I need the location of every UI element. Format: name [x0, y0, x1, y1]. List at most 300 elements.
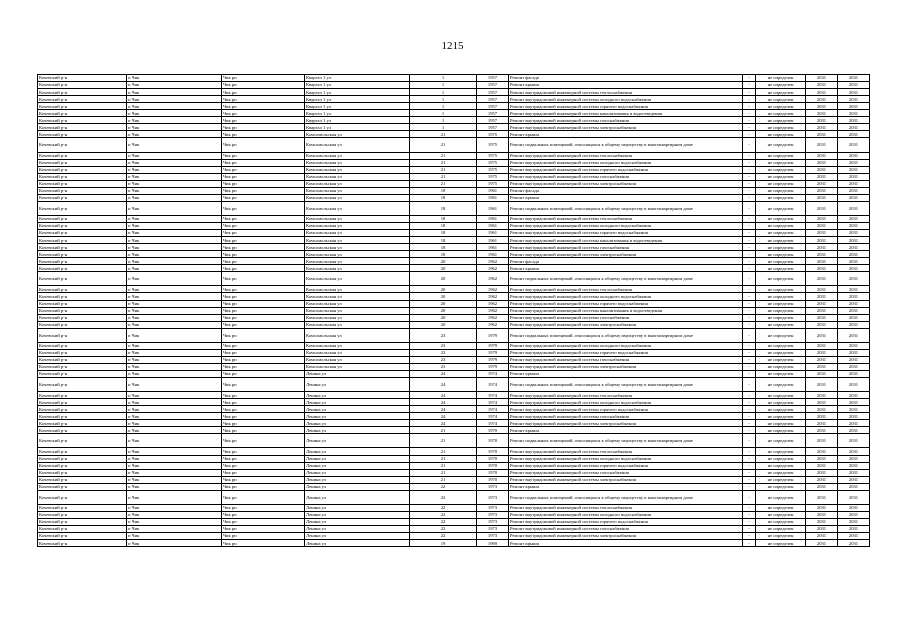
- table-row: [38, 159, 870, 166]
- cell-year: 1979: [477, 349, 509, 356]
- cell-municipality: Чик рп: [222, 173, 305, 180]
- cell-term: не определен: [756, 222, 806, 229]
- cell-house: 21: [410, 159, 477, 166]
- cell-house: 24: [410, 370, 477, 377]
- cell-settlement: п Чик: [127, 483, 222, 490]
- cell-term: не определен: [756, 124, 806, 131]
- cell-house: 24: [410, 420, 477, 427]
- cell-house: 20: [410, 265, 477, 272]
- cell-street: Комсомольская ул: [305, 237, 410, 244]
- cell-house: 21: [410, 448, 477, 455]
- cell-district: Кочевский р-н: [38, 518, 127, 525]
- cell-house: 19: [410, 540, 477, 547]
- cell-year-from: 2031: [806, 462, 838, 469]
- cell-municipality: Чик рп: [222, 518, 305, 525]
- table-row: [38, 75, 870, 82]
- cell-work: Ремонт внутридомовой инженерной системы теплоснабжения: [509, 504, 743, 511]
- cell-street: Комсомольская ул: [305, 131, 410, 138]
- cell-year-from: 2031: [806, 265, 838, 272]
- cell-year-from: 2031: [806, 476, 838, 483]
- cell-year-to: 2031: [838, 159, 870, 166]
- cell-street: Ленина ул: [305, 378, 410, 392]
- cell-year-to: 2031: [838, 258, 870, 265]
- cell-dash: -: [743, 75, 756, 82]
- cell-dash: -: [743, 540, 756, 547]
- cell-work: Ремонт внутридомовой инженерной системы горячего водоснабжения: [509, 406, 743, 413]
- cell-district: Кочевский р-н: [38, 230, 127, 237]
- cell-term: не определен: [756, 342, 806, 349]
- cell-term: не определен: [756, 286, 806, 293]
- cell-municipality: Чик рп: [222, 159, 305, 166]
- cell-year-to: 2031: [838, 490, 870, 504]
- cell-year: 1973: [477, 490, 509, 504]
- cell-district: Кочевский р-н: [38, 117, 127, 124]
- cell-term: не определен: [756, 265, 806, 272]
- cell-term: не определен: [756, 399, 806, 406]
- cell-work: Ремонт внутридомовой инженерной системы горячего водоснабжения: [509, 103, 743, 110]
- cell-work: Ремонт внутридомовой инженерной системы теплоснабжения: [509, 152, 743, 159]
- cell-district: Кочевский р-н: [38, 370, 127, 377]
- cell-house: 22: [410, 518, 477, 525]
- cell-year: 1957: [477, 96, 509, 103]
- cell-municipality: Чик рп: [222, 349, 305, 356]
- cell-district: Кочевский р-н: [38, 103, 127, 110]
- cell-street: Квартал 1 ул: [305, 82, 410, 89]
- cell-work: Ремонт внутридомовой инженерной системы газоснабжения: [509, 469, 743, 476]
- table-row: [38, 540, 870, 547]
- cell-term: не определен: [756, 533, 806, 540]
- cell-year-to: 2031: [838, 363, 870, 370]
- cell-municipality: Чик рп: [222, 462, 305, 469]
- cell-house: 22: [410, 504, 477, 511]
- cell-term: не определен: [756, 392, 806, 399]
- cell-year-from: 2031: [806, 272, 838, 286]
- cell-district: Кочевский р-н: [38, 286, 127, 293]
- table-row: [38, 462, 870, 469]
- cell-year: 1975: [477, 152, 509, 159]
- cell-work: Ремонт внутридомовой инженерной системы электроснабжения: [509, 251, 743, 258]
- table-row: [38, 300, 870, 307]
- cell-street: Ленина ул: [305, 469, 410, 476]
- cell-settlement: п Чик: [127, 89, 222, 96]
- cell-district: Кочевский р-н: [38, 342, 127, 349]
- cell-year: 1974: [477, 378, 509, 392]
- cell-year-to: 2031: [838, 222, 870, 229]
- cell-district: Кочевский р-н: [38, 314, 127, 321]
- cell-settlement: п Чик: [127, 511, 222, 518]
- cell-year-to: 2031: [838, 215, 870, 222]
- cell-settlement: п Чик: [127, 300, 222, 307]
- cell-house: 24: [410, 399, 477, 406]
- cell-work: Ремонт подвальных помещений, относящихся к общему имуществу в многоквартирном доме: [509, 490, 743, 504]
- cell-dash: -: [743, 356, 756, 363]
- cell-street: Комсомольская ул: [305, 215, 410, 222]
- cell-municipality: Чик рп: [222, 455, 305, 462]
- cell-year-from: 2031: [806, 328, 838, 342]
- cell-term: не определен: [756, 511, 806, 518]
- cell-work: Ремонт внутридомовой инженерной системы газоснабжения: [509, 244, 743, 251]
- cell-dash: -: [743, 258, 756, 265]
- cell-municipality: Чик рп: [222, 307, 305, 314]
- cell-settlement: п Чик: [127, 237, 222, 244]
- cell-work: Ремонт внутридомовой инженерной системы газоснабжения: [509, 526, 743, 533]
- cell-year-to: 2031: [838, 328, 870, 342]
- table-row: [38, 476, 870, 483]
- cell-district: Кочевский р-н: [38, 215, 127, 222]
- cell-district: Кочевский р-н: [38, 96, 127, 103]
- cell-settlement: п Чик: [127, 173, 222, 180]
- cell-year: 1962: [477, 321, 509, 328]
- cell-district: Кочевский р-н: [38, 406, 127, 413]
- cell-street: Ленина ул: [305, 370, 410, 377]
- cell-year-to: 2031: [838, 89, 870, 96]
- cell-term: не определен: [756, 117, 806, 124]
- cell-year-from: 2031: [806, 469, 838, 476]
- table-row: [38, 434, 870, 448]
- cell-municipality: Чик рп: [222, 187, 305, 194]
- table-row: [38, 349, 870, 356]
- cell-district: Кочевский р-н: [38, 222, 127, 229]
- cell-municipality: Чик рп: [222, 406, 305, 413]
- cell-year-to: 2031: [838, 370, 870, 377]
- cell-district: Кочевский р-н: [38, 504, 127, 511]
- cell-year-to: 2031: [838, 124, 870, 131]
- table-row: [38, 342, 870, 349]
- cell-municipality: Чик рп: [222, 117, 305, 124]
- cell-street: Ленина ул: [305, 511, 410, 518]
- cell-house: 23: [410, 328, 477, 342]
- cell-year: 1962: [477, 272, 509, 286]
- cell-year-from: 2031: [806, 490, 838, 504]
- cell-year-to: 2031: [838, 286, 870, 293]
- cell-year-to: 2031: [838, 300, 870, 307]
- cell-house: 21: [410, 152, 477, 159]
- cell-municipality: Чик рп: [222, 258, 305, 265]
- cell-year-from: 2031: [806, 413, 838, 420]
- table-row: [38, 251, 870, 258]
- cell-street: Комсомольская ул: [305, 187, 410, 194]
- cell-year-from: 2031: [806, 399, 838, 406]
- cell-year-to: 2031: [838, 413, 870, 420]
- cell-term: не определен: [756, 180, 806, 187]
- cell-year: 1969: [477, 540, 509, 547]
- cell-year: 1973: [477, 504, 509, 511]
- cell-house: 18: [410, 194, 477, 201]
- cell-dash: -: [743, 392, 756, 399]
- cell-work: Ремонт внутридомовой инженерной системы горячего водоснабжения: [509, 230, 743, 237]
- cell-municipality: Чик рп: [222, 103, 305, 110]
- cell-district: Кочевский р-н: [38, 328, 127, 342]
- cell-work: Ремонт крыши: [509, 483, 743, 490]
- table-row: [38, 96, 870, 103]
- cell-municipality: Чик рп: [222, 533, 305, 540]
- cell-work: Ремонт подвальных помещений, относящихся к общему имуществу в многоквартирном доме: [509, 378, 743, 392]
- cell-term: не определен: [756, 173, 806, 180]
- cell-year-to: 2031: [838, 265, 870, 272]
- cell-settlement: п Чик: [127, 434, 222, 448]
- cell-house: 1: [410, 89, 477, 96]
- table-row: [38, 258, 870, 265]
- cell-year-to: 2031: [838, 201, 870, 215]
- cell-municipality: Чик рп: [222, 166, 305, 173]
- cell-settlement: п Чик: [127, 258, 222, 265]
- cell-settlement: п Чик: [127, 504, 222, 511]
- cell-year-from: 2031: [806, 159, 838, 166]
- cell-work: Ремонт внутридомовой инженерной системы холодного водоснабжения: [509, 96, 743, 103]
- table-row: [38, 244, 870, 251]
- cell-street: Комсомольская ул: [305, 152, 410, 159]
- cell-dash: -: [743, 166, 756, 173]
- cell-year-from: 2031: [806, 237, 838, 244]
- cell-year-to: 2031: [838, 96, 870, 103]
- cell-term: не определен: [756, 455, 806, 462]
- table-row: [38, 293, 870, 300]
- cell-district: Кочевский р-н: [38, 251, 127, 258]
- cell-house: 18: [410, 187, 477, 194]
- table-row: [38, 138, 870, 152]
- cell-dash: -: [743, 286, 756, 293]
- cell-house: 18: [410, 237, 477, 244]
- cell-year-to: 2031: [838, 511, 870, 518]
- cell-street: Комсомольская ул: [305, 222, 410, 229]
- cell-work: Ремонт подвальных помещений, относящихся к общему имуществу в многоквартирном доме: [509, 328, 743, 342]
- cell-district: Кочевский р-н: [38, 272, 127, 286]
- cell-house: 1: [410, 117, 477, 124]
- cell-dash: -: [743, 399, 756, 406]
- cell-municipality: Чик рп: [222, 511, 305, 518]
- cell-term: не определен: [756, 244, 806, 251]
- cell-year: 1970: [477, 427, 509, 434]
- cell-year-to: 2031: [838, 138, 870, 152]
- cell-term: не определен: [756, 82, 806, 89]
- cell-settlement: п Чик: [127, 110, 222, 117]
- cell-settlement: п Чик: [127, 222, 222, 229]
- cell-street: Комсомольская ул: [305, 363, 410, 370]
- cell-work: Ремонт внутридомовой инженерной системы теплоснабжения: [509, 392, 743, 399]
- cell-year: 1970: [477, 469, 509, 476]
- cell-municipality: Чик рп: [222, 244, 305, 251]
- cell-district: Кочевский р-н: [38, 152, 127, 159]
- cell-settlement: п Чик: [127, 307, 222, 314]
- cell-term: не определен: [756, 300, 806, 307]
- cell-settlement: п Чик: [127, 518, 222, 525]
- cell-term: не определен: [756, 215, 806, 222]
- cell-term: не определен: [756, 103, 806, 110]
- cell-dash: -: [743, 293, 756, 300]
- cell-settlement: п Чик: [127, 420, 222, 427]
- cell-settlement: п Чик: [127, 349, 222, 356]
- cell-work: Ремонт фасада: [509, 258, 743, 265]
- cell-work: Ремонт подвальных помещений, относящихся к общему имуществу в многоквартирном доме: [509, 434, 743, 448]
- cell-year-from: 2031: [806, 138, 838, 152]
- cell-dash: -: [743, 378, 756, 392]
- cell-year-to: 2031: [838, 406, 870, 413]
- cell-municipality: Чик рп: [222, 215, 305, 222]
- cell-year: 1962: [477, 307, 509, 314]
- cell-year-from: 2031: [806, 152, 838, 159]
- cell-work: Ремонт внутридомовой инженерной системы газоснабжения: [509, 173, 743, 180]
- cell-dash: -: [743, 173, 756, 180]
- cell-dash: -: [743, 222, 756, 229]
- cell-year: 1961: [477, 194, 509, 201]
- cell-settlement: п Чик: [127, 138, 222, 152]
- cell-year-from: 2031: [806, 251, 838, 258]
- cell-district: Кочевский р-н: [38, 349, 127, 356]
- cell-settlement: п Чик: [127, 272, 222, 286]
- cell-house: 24: [410, 378, 477, 392]
- cell-settlement: п Чик: [127, 448, 222, 455]
- cell-year-from: 2031: [806, 166, 838, 173]
- cell-year-from: 2031: [806, 117, 838, 124]
- cell-municipality: Чик рп: [222, 504, 305, 511]
- cell-dash: -: [743, 251, 756, 258]
- cell-year: 1970: [477, 448, 509, 455]
- cell-year: 1970: [477, 462, 509, 469]
- cell-year-to: 2031: [838, 392, 870, 399]
- cell-house: 21: [410, 469, 477, 476]
- cell-settlement: п Чик: [127, 342, 222, 349]
- cell-year-from: 2031: [806, 244, 838, 251]
- cell-work: Ремонт подвальных помещений, относящихся к общему имуществу в многоквартирном доме: [509, 201, 743, 215]
- cell-municipality: Чик рп: [222, 293, 305, 300]
- cell-municipality: Чик рп: [222, 540, 305, 547]
- cell-year-to: 2031: [838, 230, 870, 237]
- cell-settlement: п Чик: [127, 293, 222, 300]
- cell-term: не определен: [756, 413, 806, 420]
- cell-year-to: 2031: [838, 131, 870, 138]
- cell-year-from: 2031: [806, 321, 838, 328]
- cell-house: 18: [410, 215, 477, 222]
- cell-settlement: п Чик: [127, 159, 222, 166]
- cell-dash: -: [743, 448, 756, 455]
- cell-year-from: 2031: [806, 356, 838, 363]
- cell-year-from: 2031: [806, 215, 838, 222]
- cell-term: не определен: [756, 89, 806, 96]
- cell-year-from: 2031: [806, 75, 838, 82]
- cell-settlement: п Чик: [127, 75, 222, 82]
- cell-municipality: Чик рп: [222, 483, 305, 490]
- cell-settlement: п Чик: [127, 392, 222, 399]
- cell-municipality: Чик рп: [222, 328, 305, 342]
- cell-year: 1961: [477, 237, 509, 244]
- cell-year: 1973: [477, 483, 509, 490]
- cell-work: Ремонт внутридомовой инженерной системы холодного водоснабжения: [509, 455, 743, 462]
- cell-district: Кочевский р-н: [38, 462, 127, 469]
- cell-work: Ремонт внутридомовой инженерной системы электроснабжения: [509, 321, 743, 328]
- cell-street: Комсомольская ул: [305, 272, 410, 286]
- cell-district: Кочевский р-н: [38, 138, 127, 152]
- cell-term: не определен: [756, 378, 806, 392]
- cell-district: Кочевский р-н: [38, 166, 127, 173]
- cell-year-to: 2031: [838, 540, 870, 547]
- cell-house: 21: [410, 131, 477, 138]
- cell-year-from: 2031: [806, 293, 838, 300]
- table-row: [38, 201, 870, 215]
- cell-term: не определен: [756, 110, 806, 117]
- cell-municipality: Чик рп: [222, 342, 305, 349]
- cell-year: 1974: [477, 413, 509, 420]
- cell-work: Ремонт внутридомовой инженерной системы горячего водоснабжения: [509, 300, 743, 307]
- cell-street: Ленина ул: [305, 427, 410, 434]
- cell-district: Кочевский р-н: [38, 201, 127, 215]
- cell-district: Кочевский р-н: [38, 392, 127, 399]
- cell-municipality: Чик рп: [222, 526, 305, 533]
- cell-street: Квартал 1 ул: [305, 103, 410, 110]
- cell-year: 1973: [477, 511, 509, 518]
- cell-street: Ленина ул: [305, 420, 410, 427]
- cell-year-to: 2031: [838, 251, 870, 258]
- cell-dash: -: [743, 476, 756, 483]
- cell-dash: -: [743, 110, 756, 117]
- cell-district: Кочевский р-н: [38, 420, 127, 427]
- cell-municipality: Чик рп: [222, 230, 305, 237]
- cell-work: Ремонт внутридомовой инженерной системы электроснабжения: [509, 363, 743, 370]
- cell-dash: -: [743, 363, 756, 370]
- cell-municipality: Чик рп: [222, 363, 305, 370]
- cell-settlement: п Чик: [127, 117, 222, 124]
- cell-term: не определен: [756, 448, 806, 455]
- table-row: [38, 526, 870, 533]
- cell-term: не определен: [756, 434, 806, 448]
- cell-year-to: 2031: [838, 378, 870, 392]
- cell-year-to: 2031: [838, 455, 870, 462]
- cell-work: Ремонт внутридомовой инженерной системы теплоснабжения: [509, 286, 743, 293]
- cell-street: Комсомольская ул: [305, 244, 410, 251]
- cell-house: 1: [410, 75, 477, 82]
- cell-house: 23: [410, 356, 477, 363]
- cell-municipality: Чик рп: [222, 222, 305, 229]
- cell-dash: -: [743, 314, 756, 321]
- table-row: [38, 378, 870, 392]
- cell-dash: -: [743, 96, 756, 103]
- table-row: [38, 89, 870, 96]
- cell-year-to: 2031: [838, 356, 870, 363]
- cell-dash: -: [743, 413, 756, 420]
- table-row: [38, 469, 870, 476]
- cell-term: не определен: [756, 321, 806, 328]
- cell-district: Кочевский р-н: [38, 237, 127, 244]
- cell-work: Ремонт крыши: [509, 194, 743, 201]
- cell-house: 23: [410, 363, 477, 370]
- cell-term: не определен: [756, 504, 806, 511]
- cell-dash: -: [743, 483, 756, 490]
- cell-district: Кочевский р-н: [38, 124, 127, 131]
- cell-year: 1957: [477, 117, 509, 124]
- cell-house: 20: [410, 300, 477, 307]
- cell-year-to: 2031: [838, 533, 870, 540]
- cell-street: Ленина ул: [305, 399, 410, 406]
- cell-house: 20: [410, 321, 477, 328]
- cell-term: не определен: [756, 349, 806, 356]
- cell-settlement: п Чик: [127, 131, 222, 138]
- cell-settlement: п Чик: [127, 321, 222, 328]
- cell-settlement: п Чик: [127, 406, 222, 413]
- cell-year-to: 2031: [838, 82, 870, 89]
- cell-municipality: Чик рп: [222, 110, 305, 117]
- table-row: [38, 166, 870, 173]
- cell-dash: -: [743, 490, 756, 504]
- cell-street: Комсомольская ул: [305, 201, 410, 215]
- cell-settlement: п Чик: [127, 490, 222, 504]
- cell-street: Комсомольская ул: [305, 265, 410, 272]
- cell-year-to: 2031: [838, 448, 870, 455]
- cell-dash: -: [743, 526, 756, 533]
- cell-dash: -: [743, 342, 756, 349]
- cell-work: Ремонт крыши: [509, 131, 743, 138]
- cell-work: Ремонт крыши: [509, 370, 743, 377]
- cell-house: 24: [410, 413, 477, 420]
- cell-district: Кочевский р-н: [38, 194, 127, 201]
